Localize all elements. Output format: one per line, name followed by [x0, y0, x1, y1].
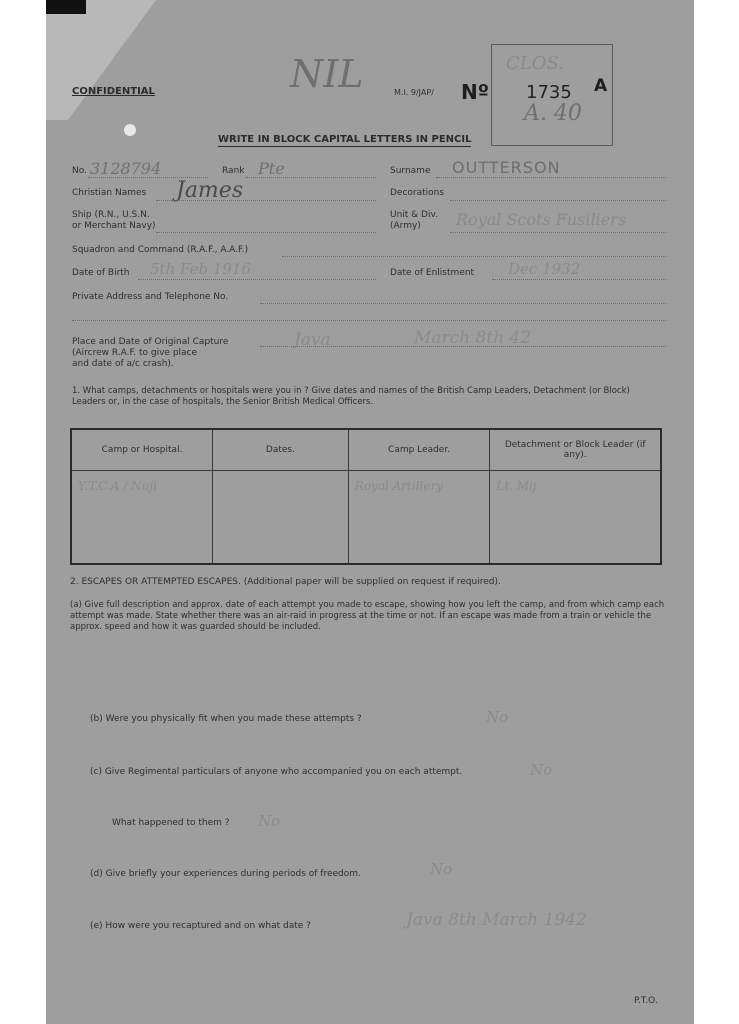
dob-value: 5th Feb 1916 [150, 260, 252, 278]
ship-label-2: or Merchant Navy) [72, 221, 156, 231]
form-number: 1735 [526, 82, 572, 103]
question-2d-text: (d) Give briefly your experiences during periods of freedom. [90, 869, 361, 879]
instruction-heading: WRITE IN BLOCK CAPITAL LETTERS IN PENCIL [218, 134, 472, 145]
detachment-leader-entry: Lt. Mij [496, 479, 537, 493]
enlistment-label: Date of Enlistment [390, 268, 475, 278]
question-2c2-answer: No [258, 812, 281, 830]
torn-corner [46, 0, 86, 14]
camps-table-header [71, 429, 661, 471]
punch-hole [124, 124, 136, 136]
question-1-text: 1. What camps, detachments or hospitals were you in ? Give dates and names of the British Camp Leaders, Detachment (or Block) Leaders or, in the case of hospitals, the Senior British Medical Officers. [72, 386, 630, 407]
question-2d-answer: No [430, 860, 453, 878]
capture-date: March 8th 42 [414, 328, 532, 348]
question-2c-answer: No [530, 761, 553, 779]
christian-names-value: James [176, 178, 244, 203]
table-cell [348, 471, 490, 565]
table-cell [490, 471, 661, 565]
address-label: Private Address and Telephone No. [72, 292, 229, 302]
camps-table [70, 428, 662, 565]
classification-label: CONFIDENTIAL [72, 86, 155, 97]
ship-label-1: Ship (R.N., U.S.N. [72, 210, 150, 220]
unit-label-1: Unit & Div. [390, 210, 438, 220]
table-cell [71, 471, 213, 565]
rank-label: Rank [222, 166, 245, 176]
question-2b-text: (b) Were you physically fit when you made these attempts ? [90, 714, 362, 724]
question-2e-text: (e) How were you recaptured and on what date ? [90, 921, 311, 931]
form-reference: M.I. 9/JAP/ [394, 88, 434, 97]
pto-label: P.T.O. [634, 996, 658, 1006]
column-header: Camp Leader. [348, 429, 490, 471]
number-label: Nº [461, 80, 490, 104]
question-2b-answer: No [486, 708, 509, 726]
camp-leader-entry: Royal Artillery [354, 479, 443, 493]
capture-label-1: Place and Date of Original Capture [72, 337, 229, 347]
squadron-label: Squadron and Command (R.A.F., A.A.F.) [72, 245, 249, 255]
column-header: Camp or Hospital. [71, 429, 213, 471]
unit-label-2: (Army) [390, 221, 421, 231]
surname-label: Surname [390, 166, 431, 176]
question-2c2-text: What happened to them ? [112, 818, 230, 828]
capture-label-2: (Aircrew R.A.F. to give place [72, 348, 198, 358]
stamp-text: CLOS. [506, 53, 564, 74]
stamp-code: A. 40 [524, 101, 582, 126]
christian-names-label: Christian Names [72, 188, 147, 198]
unit-value: Royal Scots Fusiliers [456, 210, 627, 229]
no-label: No. [72, 166, 87, 176]
rank-value: Pte [258, 159, 285, 178]
question-2-title: 2. ESCAPES OR ATTEMPTED ESCAPES. (Additional paper will be supplied on request if required). [70, 577, 501, 587]
surname-value: OUTTERSON [452, 158, 561, 177]
dob-label: Date of Birth [72, 268, 130, 278]
column-header: Detachment or Block Leader (if any). [490, 429, 661, 471]
paper-tag [46, 0, 156, 120]
series-letter: A [594, 76, 608, 96]
question-2a-text: (a) Give full description and approx. date of each attempt you made to escape, showing how you left the camp, and from which camp each attempt was made. State whether there was an air-raid in progress at the time or not. If an escape was made from a train or vehicle the approx. speed and how it was guarded should be included. [70, 600, 665, 632]
enlistment-value: Dec 1932 [508, 260, 581, 278]
table-row [71, 471, 661, 565]
column-header: Dates. [213, 429, 349, 471]
form-sheet [46, 0, 694, 1024]
question-2e-answer: Java 8th March 1942 [406, 910, 587, 930]
handwritten-nil: NIL [290, 52, 364, 96]
capture-label-3: and date of a/c crash). [72, 359, 174, 369]
decorations-label: Decorations [390, 188, 445, 198]
no-value: 3128794 [90, 159, 162, 178]
table-cell [213, 471, 349, 565]
capture-place: Java [294, 330, 331, 350]
question-2c-text: (c) Give Regimental particulars of anyone who accompanied you on each attempt. [90, 767, 463, 777]
camp-entry: Y.T.C.A / Nuji [78, 479, 157, 493]
